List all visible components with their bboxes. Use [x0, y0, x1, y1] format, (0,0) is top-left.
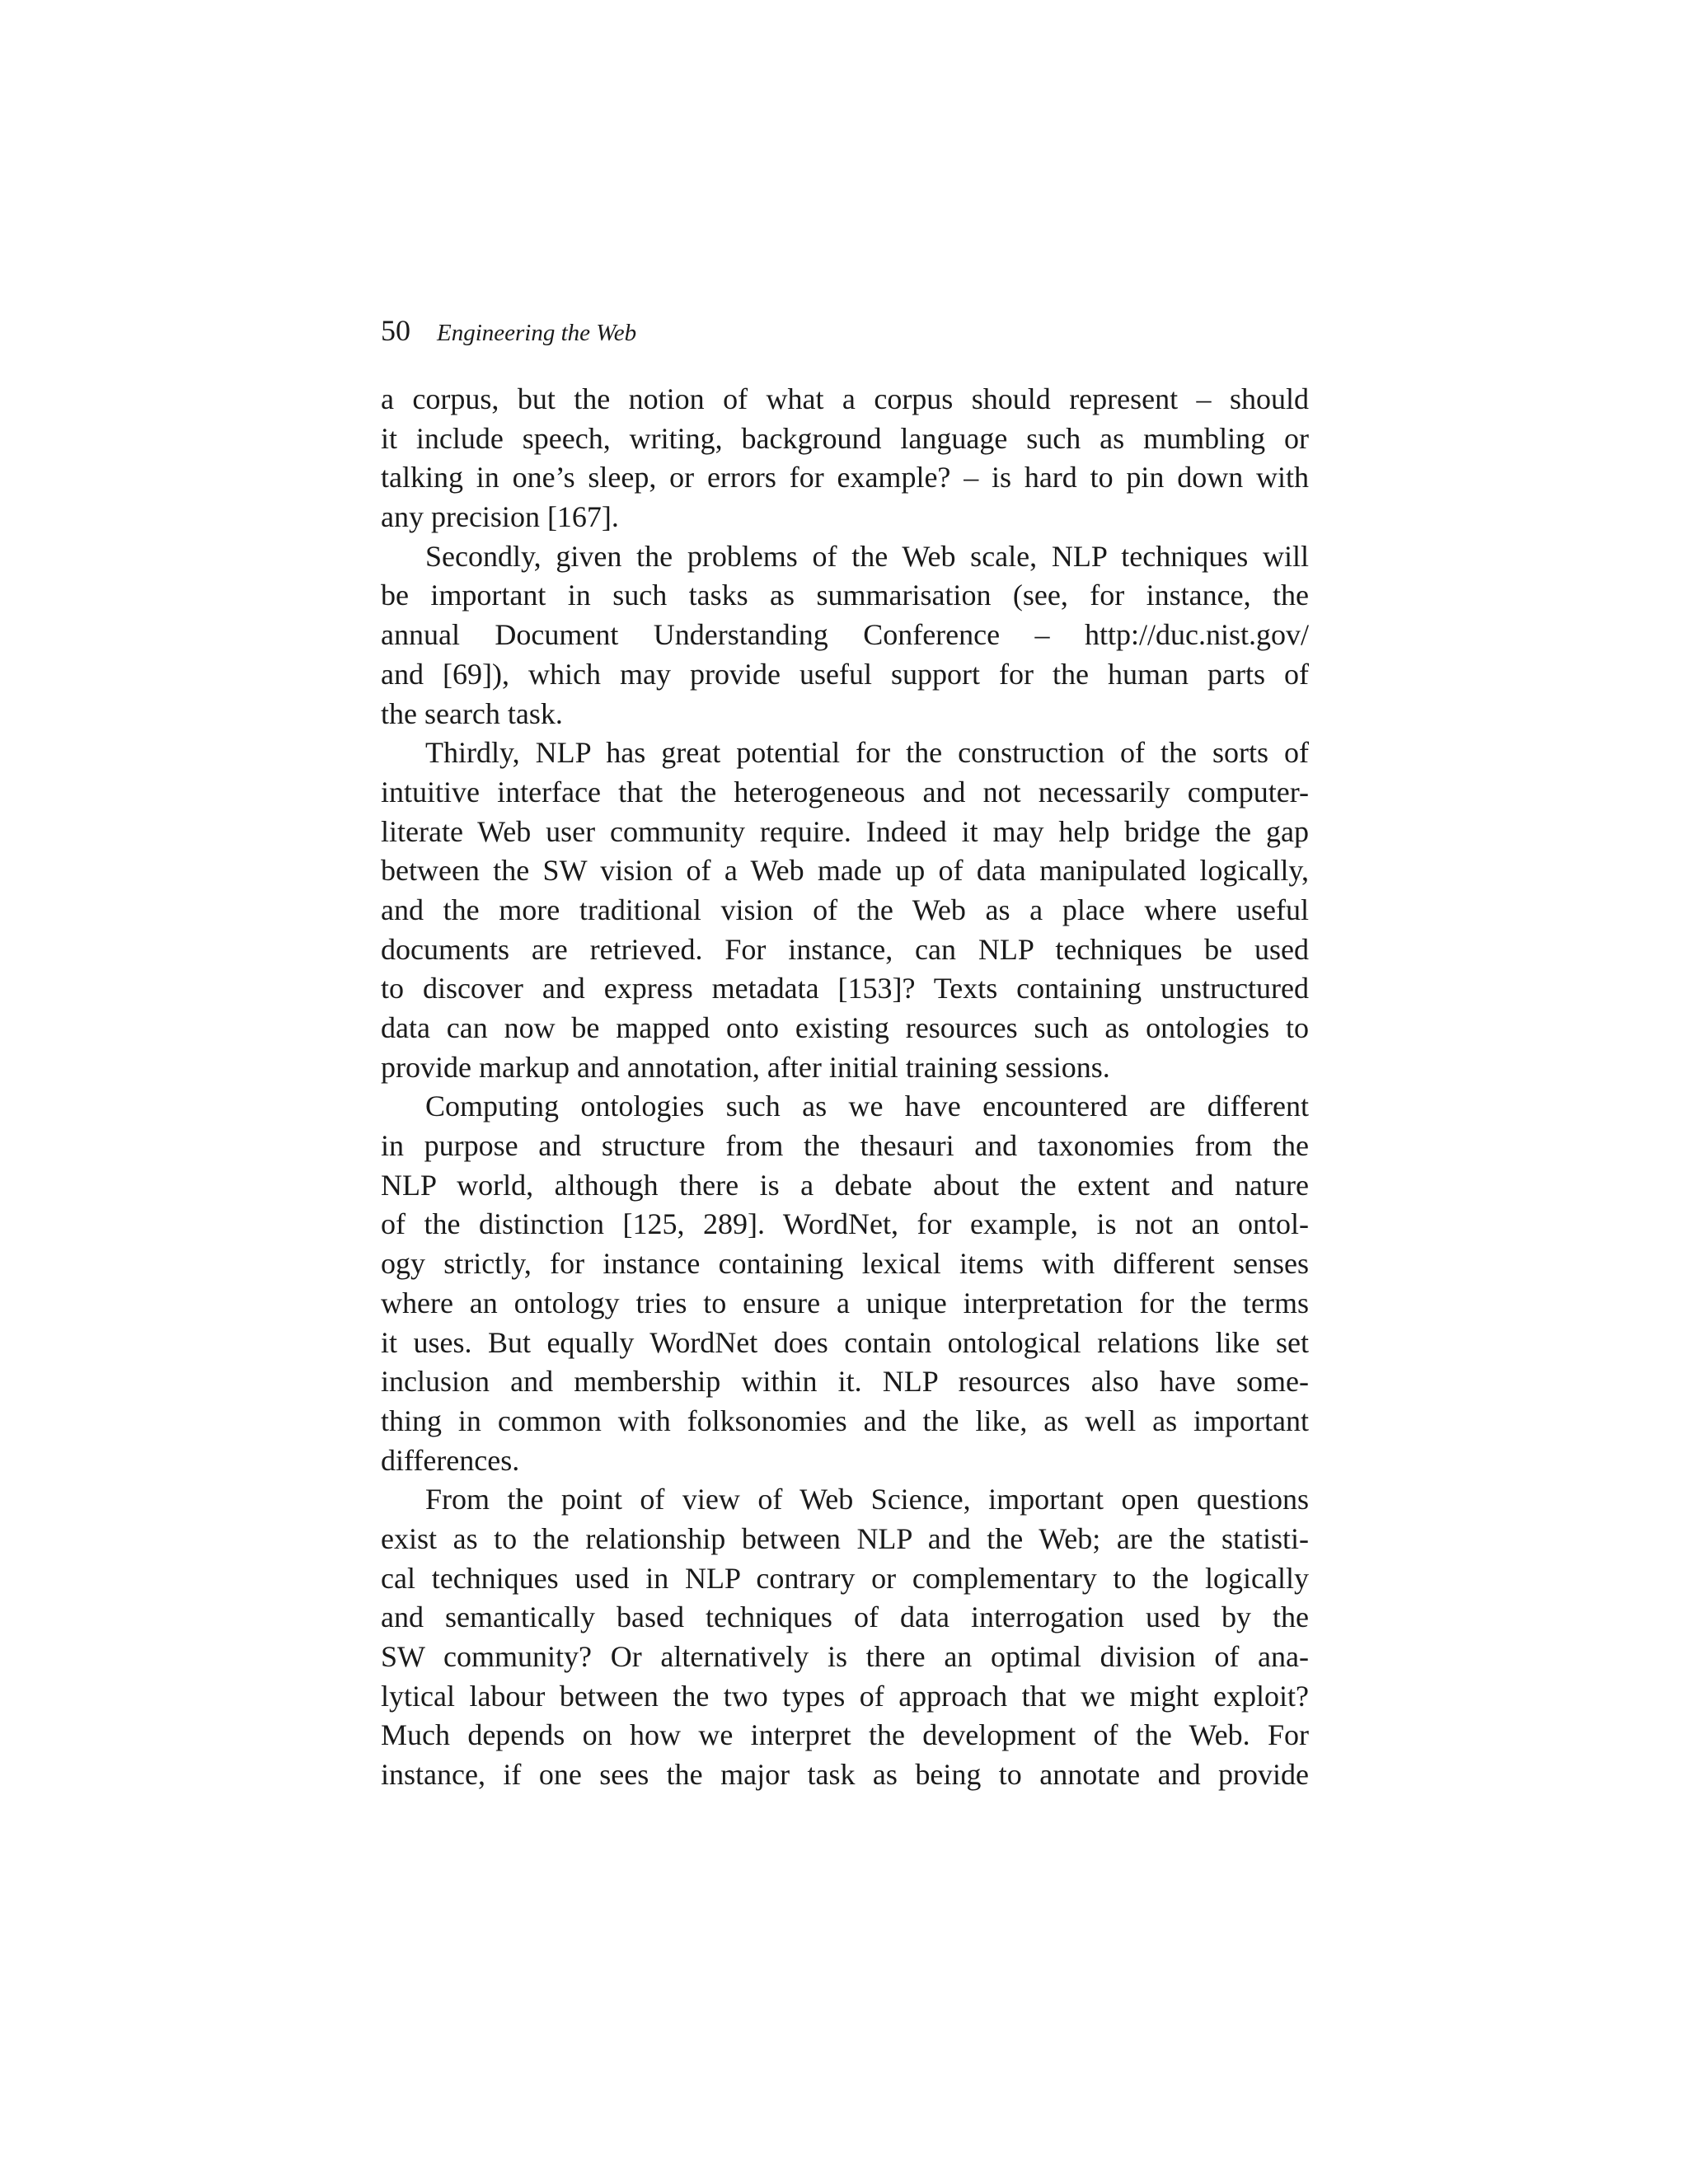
text-line: any precision [167]. — [381, 500, 619, 534]
text-line: lytical labour between the two types of approach that we might exploit? — [381, 1679, 1309, 1713]
text-line: and [69]), which may provide useful support for the human parts of — [381, 657, 1309, 691]
text-line: Much depends on how we interpret the development of the Web. For — [381, 1718, 1309, 1752]
text-line: From the point of view of Web Science, important open questions — [425, 1483, 1309, 1516]
text-line: Computing ontologies such as we have encountered are different — [425, 1090, 1309, 1123]
text-line: intuitive interface that the heterogeneous and not necessarily computer- — [381, 775, 1309, 808]
page-number: 50 — [381, 314, 410, 347]
text-line: differences. — [381, 1443, 520, 1477]
text-line: between the SW vision of a Web made up of data manipulated logically, — [381, 854, 1309, 888]
text-line: NLP world, although there is a debate about the extent and nature — [381, 1168, 1309, 1202]
text-line: Thirdly, NLP has great potential for the construction of the sorts of — [425, 736, 1309, 770]
text-line: and the more traditional vision of the Web as a place where useful — [381, 893, 1309, 926]
body-text — [381, 380, 1309, 1795]
text-line: documents are retrieved. For instance, can NLP techniques be used — [381, 932, 1309, 966]
text-line: SW community? Or alternatively is there an optimal division of ana- — [381, 1640, 1309, 1673]
text-line: cal techniques used in NLP contrary or complementary to the logically — [381, 1561, 1309, 1595]
text-line: thing in common with folksonomies and the like, as well as important — [381, 1404, 1309, 1437]
text-line: be important in such tasks as summarisation (see, for instance, the — [381, 579, 1309, 612]
text-line: ogy strictly, for instance containing lexical items with different senses — [381, 1247, 1309, 1281]
text-line: data can now be mapped onto existing resources such as ontologies to — [381, 1011, 1309, 1044]
page-header — [381, 313, 1309, 353]
text-line: provide markup and annotation, after initial training sessions. — [381, 1050, 1110, 1084]
text-line: it include speech, writing, background language such as mumbling or — [381, 421, 1309, 455]
text-line: to discover and express metadata [153]? Texts containing unstructured — [381, 972, 1309, 1005]
text-line: where an ontology tries to ensure a unique interpretation for the terms — [381, 1286, 1309, 1319]
text-line: instance, if one sees the major task as being to annotate and provide — [381, 1758, 1309, 1792]
text-line: annual Document Understanding Conference – http://duc.nist.gov/ — [381, 618, 1309, 652]
text-line: the search task. — [381, 696, 563, 730]
running-title: Engineering the Web — [437, 320, 637, 346]
text-line: a corpus, but the notion of what a corpus should represent – should — [381, 382, 1309, 415]
text-line: it uses. But equally WordNet does contain ontological relations like set — [381, 1325, 1309, 1359]
text-line: of the distinction [125, 289]. WordNet, for example, is not an ontol- — [381, 1207, 1309, 1241]
text-line: inclusion and membership within it. NLP resources also have some- — [381, 1365, 1309, 1399]
text-line: in purpose and structure from the thesauri and taxonomies from the — [381, 1129, 1309, 1163]
text-line: Secondly, given the problems of the Web scale, NLP techniques will — [425, 539, 1309, 573]
text-line: literate Web user community require. Indeed it may help bridge the gap — [381, 814, 1309, 848]
text-line: and semantically based techniques of data interrogation used by the — [381, 1601, 1309, 1634]
text-line: exist as to the relationship between NLP and the Web; are the statisti- — [381, 1521, 1309, 1555]
text-line: talking in one’s sleep, or errors for example? – is hard to pin down with — [381, 461, 1309, 494]
